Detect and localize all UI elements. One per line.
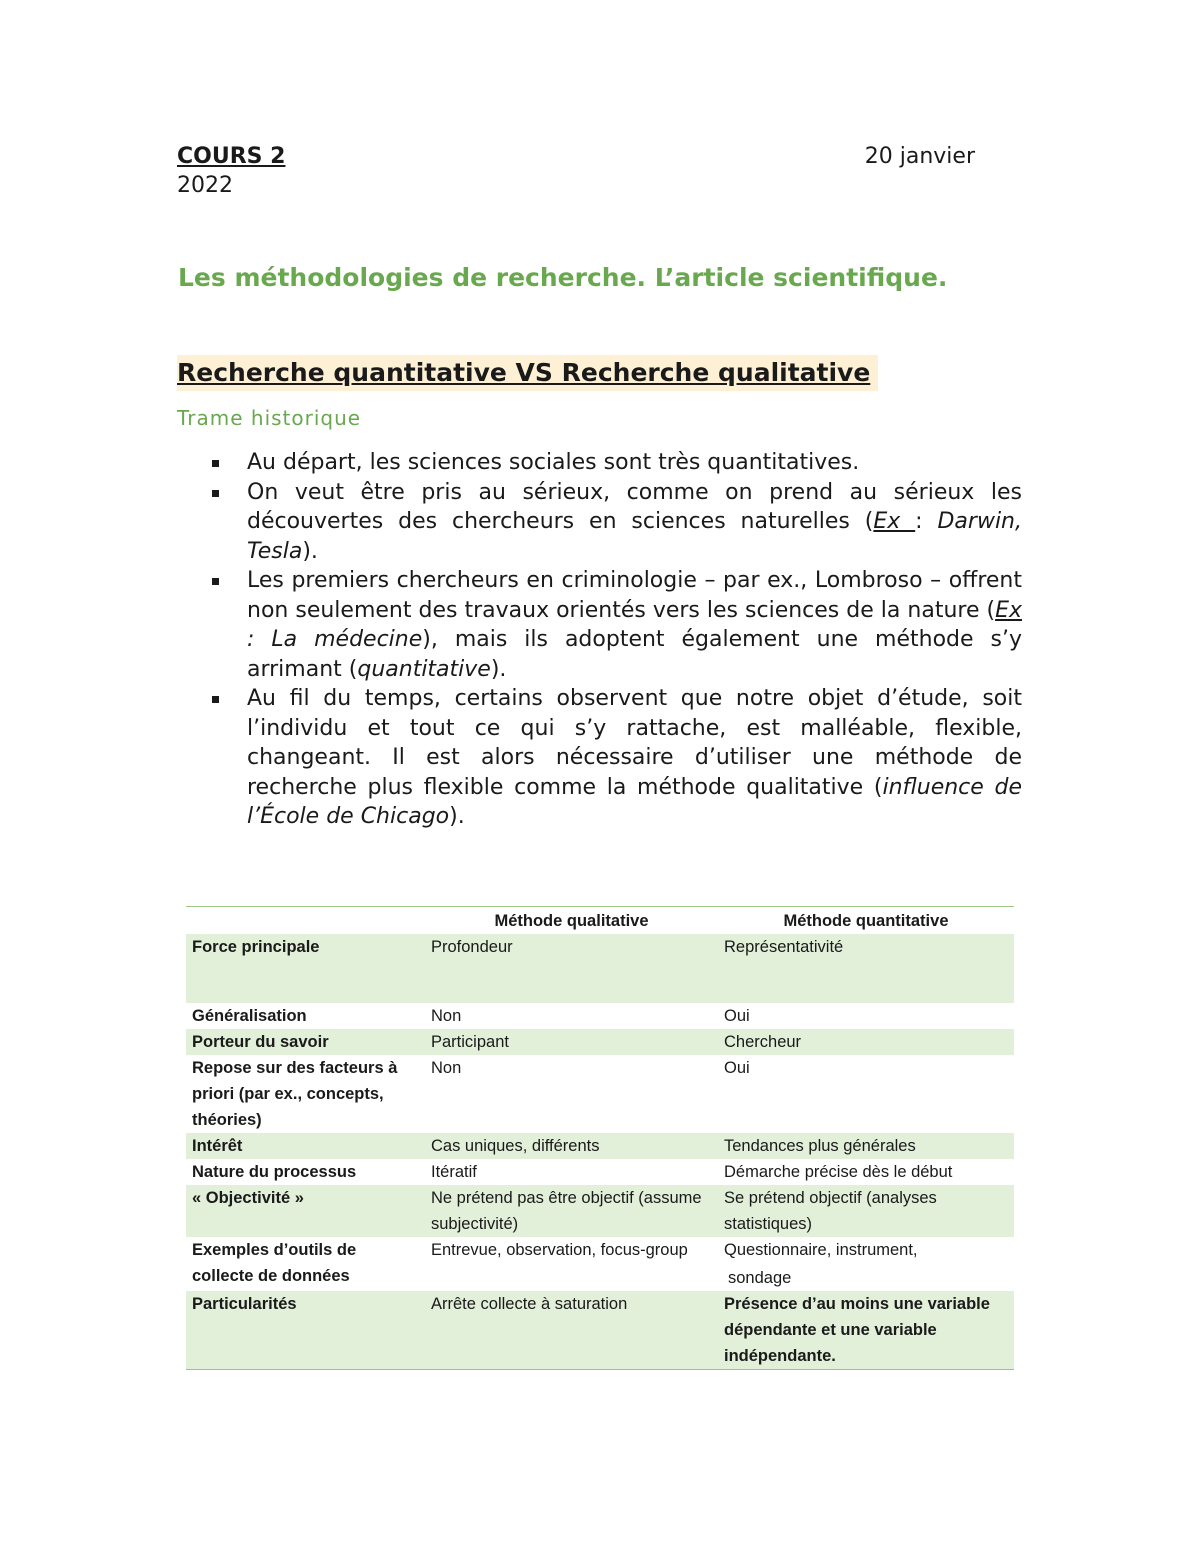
table-cell: Tendances plus générales — [718, 1133, 1014, 1159]
square-bullet-icon — [212, 490, 219, 497]
table-cell: Oui — [724, 1007, 750, 1025]
bullet-text: Au départ, les sciences sociales sont très quantitatives. — [247, 450, 860, 475]
table-row — [186, 1159, 1014, 1185]
bullet-text: On veut être pris au sérieux, comme on prend au sérieux les découvertes des chercheurs en sciences naturelles ( — [247, 479, 1022, 534]
table-cell: Présence d’au moins une variable dépendante et une variable indépendante. — [718, 1291, 1014, 1370]
list-item — [210, 478, 1022, 567]
cell-line: sondage — [728, 1269, 792, 1287]
table-cell: Chercheur — [718, 1029, 1014, 1055]
course-label: COURS 2 — [177, 144, 286, 169]
bullet-text: ). — [449, 804, 465, 829]
year-label: 2022 — [177, 173, 233, 198]
table-header-cell — [186, 907, 425, 935]
table-row — [186, 1029, 1014, 1055]
table-row — [186, 1185, 1014, 1237]
row-header-cell: Particularités — [186, 1291, 425, 1370]
header-line — [177, 142, 977, 171]
table-cell: Ne prétend pas être objectif (assume subjectivité) — [425, 1185, 718, 1237]
table-cell: Oui — [724, 1059, 750, 1077]
comparison-table — [186, 906, 1014, 1370]
bullet-list — [210, 448, 1022, 832]
table-row — [186, 1291, 1014, 1370]
bullet-text: : — [915, 509, 938, 534]
row-header-cell: « Objectivité » — [186, 1185, 425, 1237]
list-item — [210, 684, 1022, 832]
list-item — [210, 566, 1022, 684]
bullet-text: ). — [302, 538, 318, 564]
cell-line: Questionnaire, instrument, — [724, 1241, 918, 1259]
italic-text: : La médecine — [247, 627, 423, 652]
section-subheading: Trame historique — [177, 406, 362, 430]
list-item — [210, 448, 1022, 478]
table-row — [186, 1003, 1014, 1029]
row-header-cell: Intérêt — [186, 1133, 425, 1159]
bullet-text: Au fil du temps, certains observent que notre objet d’étude, soit l’individu et tout ce qui s’y rattache, est malléable, flexible, changeant. Il est alors nécessaire d’utiliser une méthode de recherche plus flexible comme la méthode qualitative ( — [247, 686, 1022, 800]
square-bullet-icon — [212, 578, 219, 585]
row-header-cell: Généralisation — [192, 1007, 307, 1025]
table-row — [186, 1055, 1014, 1133]
italic-text: influence de l’École de Chicago — [247, 774, 1022, 829]
table-header-cell: Méthode quantitative — [783, 911, 949, 930]
square-bullet-icon — [212, 696, 219, 703]
table-cell: Profondeur — [425, 934, 718, 1003]
table-row — [186, 1237, 1014, 1291]
row-header-cell: Porteur du savoir — [186, 1029, 425, 1055]
table-cell: Cas uniques, différents — [425, 1133, 718, 1159]
row-header-cell: Force principale — [186, 934, 425, 1003]
table-cell: Non — [431, 1007, 462, 1025]
example-label: Ex — [873, 509, 916, 534]
table-cell: Itératif — [431, 1163, 477, 1181]
italic-text: quantitative — [357, 656, 491, 682]
table-header-row — [186, 907, 1014, 935]
row-header-cell: Exemples d’outils de collecte de données — [192, 1241, 357, 1285]
square-bullet-icon — [212, 460, 219, 467]
table-row — [186, 934, 1014, 1003]
table-cell: Entrevue, observation, focus-group — [431, 1241, 688, 1259]
table-header-cell: Méthode qualitative — [494, 911, 649, 930]
table-cell — [718, 1237, 1014, 1291]
bullet-text: ). — [490, 656, 507, 682]
date-label: 20 janvier — [864, 144, 975, 169]
table-cell: Se prétend objectif (analyses statistiques) — [718, 1185, 1014, 1237]
table-cell: Représentativité — [718, 934, 1014, 1003]
page-title: Les méthodologies de recherche. L’article scientifique. — [178, 263, 948, 292]
table-cell: Non — [431, 1059, 462, 1077]
bullet-text: Les premiers chercheurs en criminologie – par ex., Lombroso – offrent non seulement des travaux orientés vers les sciences de la nature ( — [247, 568, 1022, 623]
bullet-text: ), mais ils adoptent également une méthode s’y arrimant ( — [247, 627, 1023, 682]
row-header-cell: Nature du processus — [192, 1163, 357, 1181]
row-header-cell: Repose sur des facteurs à priori (par ex., concepts, théories) — [192, 1059, 398, 1129]
table-cell: Démarche précise dès le début — [724, 1163, 953, 1181]
section-heading: Recherche quantitative VS Recherche qualitative — [177, 355, 878, 391]
table-cell: Participant — [425, 1029, 718, 1055]
example-label: Ex — [995, 597, 1022, 623]
italic-text: Darwin, Tesla — [247, 509, 1022, 564]
table-cell: Arrête collecte à saturation — [425, 1291, 718, 1370]
table-row — [186, 1133, 1014, 1159]
